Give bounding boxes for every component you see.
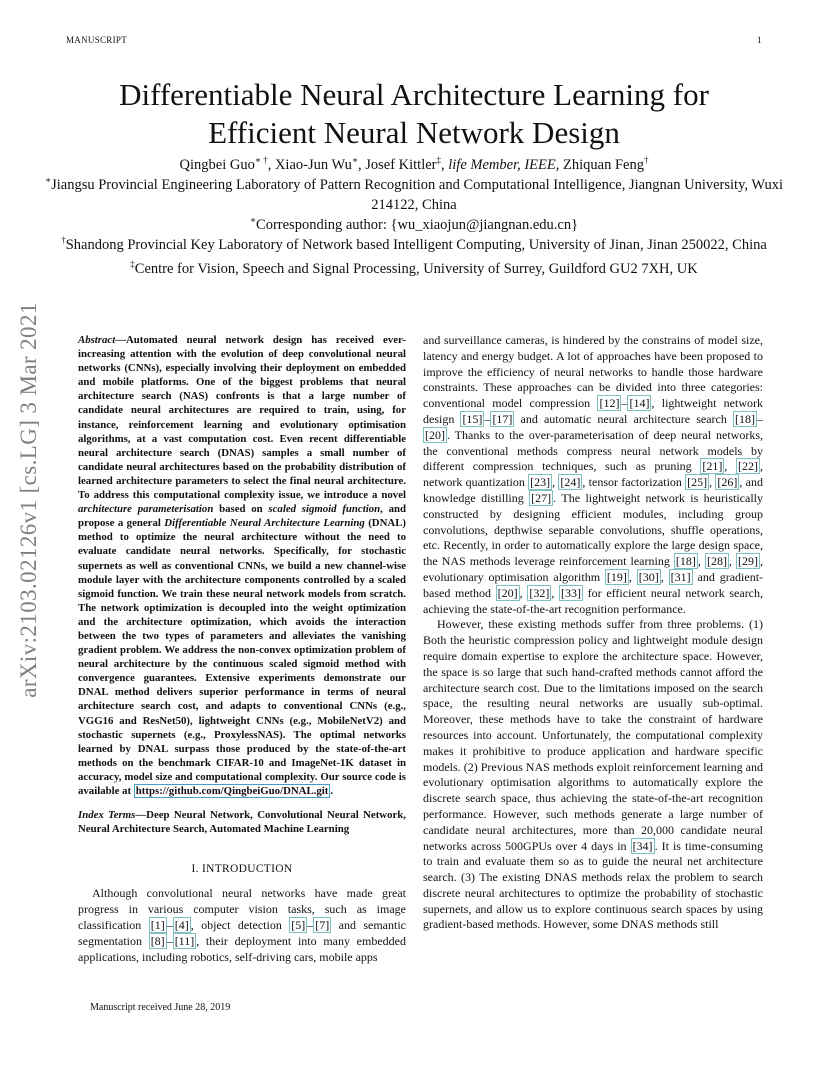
author-role: , life Member, IEEE — [441, 157, 556, 173]
citation-link[interactable]: [33] — [561, 585, 581, 600]
citation-link[interactable]: [14] — [629, 396, 650, 411]
affiliation-mark: ∗ — [249, 215, 257, 226]
body-text: – — [166, 917, 173, 932]
affiliation-mark: ∗ — [44, 175, 52, 186]
body-text: , and knowledge distilling — [423, 475, 764, 505]
citation-link[interactable]: [32] — [529, 585, 550, 600]
body-text: Although convolutional neural networks have made great progress in various computer vision tasks, such as image classification — [78, 886, 406, 932]
citation-link[interactable]: [20] — [497, 585, 518, 600]
citation-link[interactable]: [18] — [734, 411, 755, 426]
citation-link[interactable]: [25] — [687, 475, 708, 490]
author-list — [40, 155, 788, 175]
body-text: , — [728, 554, 737, 569]
author-mark: ∗ — [351, 155, 358, 166]
citation-link[interactable]: [20] — [425, 427, 445, 442]
citation-link[interactable]: [15] — [462, 411, 483, 426]
citation-link[interactable]: [4] — [174, 917, 189, 932]
body-text: – — [756, 411, 763, 426]
citation-link[interactable]: [29] — [738, 554, 759, 569]
intro-paragraph — [423, 617, 763, 933]
affiliation-mark: ‡ — [130, 259, 135, 270]
citation-link[interactable]: [12] — [599, 396, 620, 411]
citation-link[interactable]: [31] — [670, 569, 691, 584]
citation-link[interactable]: [11] — [174, 933, 195, 948]
source-code-link[interactable]: https://github.com/QingbeiGuo/DNAL.git — [135, 785, 329, 797]
body-text: . It is time-consuming to train and evaluate them so as to guide the neural net architecture search. (3) The existing DNAS methods relax the problem to search discrete neural architectures to optimize the probability of stochastic supernets, and allow us to explore continuous search spaces by using gradient-based methods. However, some DNAS methods still — [423, 838, 763, 932]
abstract-emphasis: Differentiable Neural Architecture Learning — [164, 517, 365, 530]
citation-link[interactable]: [1] — [150, 917, 165, 932]
body-text: , lightweight network design — [423, 396, 764, 426]
author-name: , Zhiquan Feng — [555, 157, 644, 173]
footnote: Manuscript received June 28, 2019 — [90, 1002, 231, 1013]
author-name: Qingbei Guo — [179, 157, 255, 173]
index-terms — [78, 808, 406, 836]
body-text: , — [697, 554, 705, 569]
corresponding-author — [40, 215, 788, 235]
running-header-left: MANUSCRIPT — [66, 35, 128, 45]
body-text: , evolutionary optimisation algorithm — [423, 554, 764, 584]
body-text: – — [166, 933, 173, 948]
citation-link[interactable]: [28] — [706, 554, 727, 569]
citation-link[interactable]: [18] — [675, 554, 696, 569]
abstract-emphasis: architecture parameterisation — [78, 503, 214, 516]
body-text: , — [551, 585, 559, 600]
citation-link[interactable]: [24] — [560, 475, 581, 490]
corresponding-text: Corresponding author: {wu_xiaojun@jiangnan.edu.cn} — [256, 217, 579, 233]
citation-link[interactable]: [7] — [315, 917, 330, 932]
abstract-label: Abstract — [78, 334, 116, 346]
abstract-text: (DNAL) method to optimize the neural architecture without the need to evaluate candidate neural networks. Specifically, for stochastic supernets as well as conventional CNNs, we build a new channel-wise module layer with the architecture components controlled by a scaled sigmoid function. We train these neural network models from scratch. The network optimization is decoupled into the weight optimization and the architecture optimization, which avoids the interaction between the two types of parameters and alleviates the vanishing gradient problem. We address the non-convex optimization problem of neural architecture by the continuous scaled sigmoid method with convergence guarantees. Extensive experiments demonstrate our DNAL method delivers superior performance in terms of neural architecture search cost, and adapts to conventional CNNs (e.g., VGG16 and ResNet50), lightweight CNNs (e.g., MobileNetV2) and stochastic supernets (e.g., ProxylessNAS). The optimal networks learned by DNAL surpass those produced by the state-of-the-art methods on the benchmark CIFAR-10 and ImageNet-1K dataset in accuracy, model size and computational complexity. Our source code is available at — [78, 517, 406, 797]
citation-link[interactable]: [34] — [632, 838, 653, 853]
body-text: , — [724, 459, 737, 474]
author-mark: ∗ † — [254, 155, 268, 166]
body-text: However, these existing methods suffer from three problems. (1) Both the heuristic compression policy and lightweight module design require domain expertise to explore the architecture space. However, the space is so large that such hand-crafted methods cannot afford the architecture search cost. Due to the limitations imposed on the search space, the resulting neural networks are usually sub-optimal. Moreover, these methods have to take the constraint of hardware resources into account. Unfortunately, the computational complexity makes it prohibitive to produce application and hardware specific models. (2) Previous NAS methods exploit reinforcement learning and evolutionary optimisation algorithms to automatically explore the discrete search space, thus achieving the state-of-the-art recognition performance. However, such methods generate a large number of candidate neural architectures, more than 20,000 candidate neural networks across 500GPUs over 4 days in — [423, 617, 763, 853]
abstract-text: based on — [213, 503, 269, 516]
body-text: and automatic neural architecture search — [514, 411, 733, 426]
body-text: for efficient neural network search, achieving the state-of-the-art recognition performance. — [423, 585, 764, 616]
citation-link[interactable]: [27] — [531, 490, 552, 505]
affiliation-text: Shandong Provincial Key Laboratory of Network based Intelligent Computing, University of Jinan, Jinan 250022, China — [65, 237, 767, 253]
intro-paragraph — [78, 886, 406, 965]
citation-link[interactable]: [17] — [492, 411, 513, 426]
index-terms-label: Index Terms — [78, 809, 136, 822]
arxiv-stamp-text: arXiv:2103.02126v1 [cs.LG] 3 Mar 2021 — [16, 302, 41, 698]
right-column — [423, 333, 763, 933]
abstract-emphasis: scaled sigmoid function — [268, 503, 381, 516]
index-terms-text: —Deep Neural Network, Convolutional Neural Network, Neural Architecture Search, Automated Machine Learning — [78, 809, 406, 836]
citation-link[interactable]: [30] — [638, 569, 659, 584]
body-text: , network quantization — [423, 459, 764, 490]
citation-link[interactable]: [23] — [530, 475, 551, 490]
abstract-text: —Automated neural network design has received ever-increasing attention with the evolution of deep convolutional neural networks (CNNs), especially involving their deployment on embedded and mobile platforms. One of the biggest problems that neural architecture search (NAS) confronts is that a large number of candidate neural architectures are required to train, using, for instance, reinforcement learning and evolutionary optimisation algorithms, at a vast computation cost. Even recent differentiable neural architecture search (DNAS) samples a small number of candidate neural architectures based on the probability distribution of learned architecture parameters to select the final neural architecture. To address this computational complexity issue, we introduce a novel — [78, 334, 406, 502]
body-text: . Thanks to the over-parameterisation of deep neural networks, the conventional methods compress neural network models by different compression techniques, such as pruning — [423, 427, 763, 474]
body-text: , — [660, 569, 669, 584]
abstract-text: . — [330, 785, 334, 797]
author-name: , Josef Kittler — [357, 157, 437, 173]
body-text: and semantic segmentation — [78, 917, 406, 948]
citation-link[interactable]: [22] — [738, 459, 759, 474]
body-text: and gradient-based method — [423, 569, 764, 600]
body-text: – — [484, 411, 491, 426]
citation-link[interactable]: [8] — [150, 933, 165, 948]
author-mark: † — [643, 155, 649, 166]
affiliation-text: Centre for Vision, Speech and Signal Processing, University of Surrey, Guildford GU2 7XH, UK — [134, 261, 698, 277]
title-line-2: Efficient Neural Network Design — [208, 115, 620, 150]
affiliation-2 — [40, 235, 788, 255]
citation-link[interactable]: [5] — [291, 917, 306, 932]
affiliation-3 — [40, 259, 788, 279]
body-text: , their deployment into many embedded applications, including robotics, self-driving cars, mobile apps — [78, 933, 406, 964]
page-number: 1 — [757, 35, 762, 45]
body-text: and surveillance cameras, is hindered by the constrains of model size, latency and energy budget. A lot of approaches have been proposed to improve the efficiency of neural networks to handle those hardware constraints. These approaches can be divided into three categories: conventional model compression — [423, 333, 763, 411]
body-text: , — [519, 585, 528, 600]
author-name: , Xiao-Jun Wu — [267, 157, 352, 173]
left-column — [78, 333, 406, 965]
abstract-text: , and propose a general — [78, 503, 406, 530]
paper-title — [40, 76, 788, 152]
intro-paragraph — [423, 333, 763, 617]
body-text: , — [628, 569, 637, 584]
citation-link[interactable]: [21] — [702, 459, 723, 474]
body-text: – — [307, 917, 314, 932]
affiliation-text: Jiangsu Provincial Engineering Laboratory of Pattern Recognition and Computational Intelligence, Jiangnan University, Wuxi 214122, China — [51, 177, 784, 213]
citation-link[interactable]: [26] — [717, 475, 738, 490]
affiliation-mark: † — [61, 235, 66, 246]
body-text: , tensor factorization — [582, 475, 686, 490]
body-text: . The lightweight network is heuristically constructed by designing efficient modules, including group convolutions, depthwise separable convolutions, shuffle operations, etc. Recently, in order to automatically explore the large design space, the NAS methods leverage reinforcement learning — [423, 490, 764, 569]
arxiv-stamp — [4, 290, 54, 710]
section-heading-introduction: I. INTRODUCTION — [191, 863, 293, 876]
author-block — [40, 155, 788, 279]
abstract — [78, 333, 406, 798]
author-mark: ‡ — [436, 155, 441, 166]
citation-link[interactable]: [19] — [606, 569, 627, 584]
body-text: – — [621, 396, 628, 411]
body-text: , — [709, 475, 716, 490]
affiliation-1 — [40, 175, 788, 215]
title-line-1: Differentiable Neural Architecture Learning for — [119, 77, 709, 112]
body-text: , object detection — [190, 917, 290, 932]
body-text: , — [552, 475, 559, 490]
